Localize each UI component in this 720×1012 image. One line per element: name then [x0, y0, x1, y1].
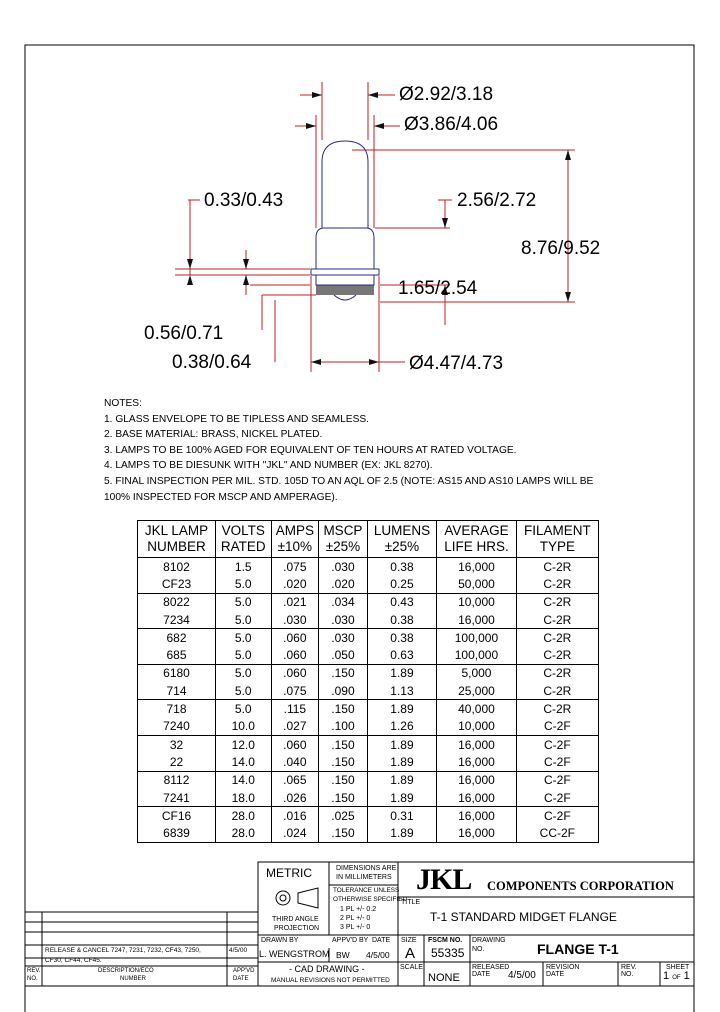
- dim-base-diameter: Ø3.86/4.06: [404, 114, 499, 135]
- note-item: 1. GLASS ENVELOPE TO BE TIPLESS AND SEAMLESS.: [104, 413, 369, 425]
- cell-lamp-number: 7240: [138, 718, 216, 736]
- cell-amps: .030: [271, 611, 319, 629]
- dim-overall-length: 8.76/9.52: [521, 238, 601, 259]
- revision-label: REVISION: [546, 964, 580, 971]
- cell-lamp-number: 6839: [138, 824, 216, 842]
- released-label: RELEASED: [472, 964, 510, 971]
- notes-heading: NOTES:: [104, 398, 142, 409]
- cell-mscp: .030: [319, 611, 368, 629]
- lamp-flange-gap: [316, 275, 374, 285]
- cell-mscp: .090: [319, 682, 368, 700]
- cell-lamp-number: 8112: [138, 771, 216, 789]
- cell-amps: .060: [271, 664, 319, 682]
- cell-volts: 18.0: [216, 789, 272, 807]
- cell-mscp: .150: [319, 735, 368, 753]
- rev-no-label: NO.: [621, 971, 634, 978]
- cell-life-hours: 16,000: [437, 771, 517, 789]
- table-row: [138, 807, 599, 825]
- note-item: 3. LAMPS TO BE 100% AGED FOR EQUIVALENT OF TEN HOURS AT RATED VOLTAGE.: [104, 444, 517, 456]
- cell-lumens: 1.13: [367, 682, 436, 700]
- appvd-by-label: APPV'D BY: [332, 937, 369, 944]
- appvd-header: APP'VD: [233, 968, 255, 974]
- table-row: [138, 611, 599, 629]
- cell-filament: C-2R: [516, 575, 598, 593]
- cell-amps: .027: [271, 718, 319, 736]
- cell-lumens: 0.43: [367, 593, 436, 611]
- table-row: [138, 575, 599, 593]
- cell-volts: 28.0: [216, 807, 272, 825]
- cell-life-hours: 40,000: [437, 700, 517, 718]
- col-filament: FILAMENT TYPE: [516, 521, 598, 558]
- cell-filament: C-2R: [516, 611, 598, 629]
- cell-life-hours: 100,000: [437, 629, 517, 647]
- manual-revisions-note: MANUAL REVISIONS NOT PERMITTED: [271, 977, 390, 984]
- cell-lumens: 0.38: [367, 558, 436, 576]
- dim-envelope-diameter: Ø2.92/3.18: [399, 84, 494, 105]
- cell-filament: C-2F: [516, 753, 598, 771]
- cell-life-hours: 16,000: [437, 753, 517, 771]
- cell-lumens: 1.89: [367, 789, 436, 807]
- cell-life-hours: 10,000: [437, 718, 517, 736]
- drawing-label: DRAWING: [472, 937, 506, 944]
- revision-row-2: CF30, CF44, CF45.: [45, 957, 102, 964]
- cell-lumens: 0.38: [367, 629, 436, 647]
- cell-lumens: 1.89: [367, 824, 436, 842]
- cell-amps: .024: [271, 824, 319, 842]
- cell-lumens: 0.63: [367, 646, 436, 664]
- cell-mscp: .150: [319, 824, 368, 842]
- cell-life-hours: 16,000: [437, 807, 517, 825]
- cell-mscp: .030: [319, 629, 368, 647]
- col-life: AVERAGE LIFE HRS.: [437, 521, 517, 558]
- tolerance-line3: 1 PL +/- 0.2: [340, 906, 377, 913]
- cell-mscp: .150: [319, 700, 368, 718]
- cell-lumens: 1.89: [367, 664, 436, 682]
- cell-lumens: 0.25: [367, 575, 436, 593]
- cell-volts: 5.0: [216, 646, 272, 664]
- drawn-by: L. WENGSTROM: [259, 949, 330, 959]
- dim-lower-height: 1.65/2.54: [398, 278, 478, 299]
- notes-block: [104, 396, 593, 505]
- cell-volts: 1.5: [216, 558, 272, 576]
- description-header: DESCRIPTION/ECO: [98, 968, 154, 974]
- lamp-base-band: [316, 285, 374, 295]
- dim-contact-height: 0.56/0.71: [144, 323, 224, 344]
- fscm-label: FSCM NO.: [428, 937, 463, 944]
- released-date: 4/5/00: [508, 970, 536, 981]
- tolerance-line2: OTHERWISE SPECIFIED: [333, 896, 408, 903]
- no-header: NO.: [27, 976, 38, 982]
- cell-lumens: 1.89: [367, 771, 436, 789]
- col-lumens: LUMENS ±25%: [367, 521, 436, 558]
- drawing-title: T-1 STANDARD MIDGET FLANGE: [430, 910, 617, 924]
- fscm-value: 55335: [431, 946, 465, 960]
- cell-amps: .020: [271, 575, 319, 593]
- company-logo: JKL: [416, 863, 472, 896]
- cell-mscp: .020: [319, 575, 368, 593]
- tolerance-line4: 2 PL +/- 0: [340, 915, 371, 922]
- sheet-label: SHEET: [666, 964, 690, 971]
- cell-filament: C-2F: [516, 807, 598, 825]
- cell-life-hours: 16,000: [437, 558, 517, 576]
- cell-volts: 5.0: [216, 664, 272, 682]
- cell-filament: C-2R: [516, 593, 598, 611]
- table-row: [138, 771, 599, 789]
- revision-row-1-date: 4/5/00: [229, 947, 248, 954]
- table-row: [138, 558, 599, 576]
- drawn-by-label: DRAWN BY: [261, 937, 299, 944]
- cell-volts: 14.0: [216, 753, 272, 771]
- dim-base-height: 2.56/2.72: [457, 190, 537, 211]
- cell-amps: .060: [271, 735, 319, 753]
- cell-lamp-number: CF16: [138, 807, 216, 825]
- size-label: SIZE: [401, 937, 417, 944]
- rev-header: REV.: [27, 968, 41, 974]
- lamp-outline: [311, 141, 379, 300]
- table-row: [138, 629, 599, 647]
- cell-mscp: .030: [319, 558, 368, 576]
- cell-mscp: .150: [319, 789, 368, 807]
- dimension-lines: [175, 82, 575, 372]
- cell-lamp-number: 685: [138, 646, 216, 664]
- cell-lamp-number: 8102: [138, 558, 216, 576]
- cell-life-hours: 100,000: [437, 646, 517, 664]
- dim-flange-thickness: 0.33/0.43: [204, 190, 284, 211]
- dims-note-line2: IN MILLIMETERS: [336, 874, 392, 881]
- cell-lumens: 0.31: [367, 807, 436, 825]
- cell-volts: 5.0: [216, 593, 272, 611]
- title-label: TITLE: [401, 899, 421, 906]
- cell-volts: 5.0: [216, 611, 272, 629]
- cell-filament: C-2R: [516, 558, 598, 576]
- cell-filament: C-2R: [516, 700, 598, 718]
- cell-life-hours: 16,000: [437, 611, 517, 629]
- note-item: 5. FINAL INSPECTION PER MIL. STD. 105D TO AN AQL OF 2.5 (NOTE: AS15 AND AS10 LAMPS WILL BE: [104, 475, 594, 487]
- cell-amps: .060: [271, 646, 319, 664]
- cell-volts: 5.0: [216, 575, 272, 593]
- cell-life-hours: 50,000: [437, 575, 517, 593]
- table-row: [138, 718, 599, 736]
- cell-lamp-number: CF23: [138, 575, 216, 593]
- cell-lamp-number: 682: [138, 629, 216, 647]
- table-row: [138, 753, 599, 771]
- cell-volts: 5.0: [216, 700, 272, 718]
- cell-volts: 12.0: [216, 735, 272, 753]
- date-label: DATE: [372, 937, 391, 944]
- cell-filament: C-2R: [516, 629, 598, 647]
- cell-lamp-number: 7241: [138, 789, 216, 807]
- note-item: 4. LAMPS TO BE DIESUNK WITH "JKL" AND NUMBER (EX: JKL 8270).: [104, 460, 433, 472]
- metric-label: METRIC: [266, 866, 312, 880]
- appvd-by: BW: [336, 950, 350, 960]
- cad-drawing-note: - CAD DRAWING -: [289, 964, 365, 974]
- cell-life-hours: 16,000: [437, 735, 517, 753]
- cell-lamp-number: 718: [138, 700, 216, 718]
- col-lamp-number: JKL LAMP NUMBER: [138, 521, 216, 558]
- cell-lumens: 1.26: [367, 718, 436, 736]
- table-row: [138, 700, 599, 718]
- cell-amps: .075: [271, 558, 319, 576]
- company-name: COMPONENTS CORPORATION: [487, 879, 674, 893]
- cell-lumens: 0.38: [367, 611, 436, 629]
- cell-amps: .115: [271, 700, 319, 718]
- cell-lamp-number: 6180: [138, 664, 216, 682]
- cell-volts: 28.0: [216, 824, 272, 842]
- tolerance-line5: 3 PL +/- 0: [340, 924, 371, 931]
- cell-filament: C-2R: [516, 646, 598, 664]
- cell-lumens: 1.89: [367, 753, 436, 771]
- cell-amps: .060: [271, 629, 319, 647]
- cell-mscp: .050: [319, 646, 368, 664]
- table-row: [138, 735, 599, 753]
- table-row: [138, 646, 599, 664]
- dim-flange-diameter: Ø4.47/4.73: [409, 353, 504, 374]
- number-header: NUMBER: [120, 976, 147, 982]
- cell-amps: .075: [271, 682, 319, 700]
- cell-amps: .065: [271, 771, 319, 789]
- cell-amps: .016: [271, 807, 319, 825]
- rev-label: REV.: [621, 964, 637, 971]
- sheet-number: 1 OF 1: [663, 970, 690, 982]
- cell-filament: C-2R: [516, 664, 598, 682]
- cell-lumens: 1.89: [367, 735, 436, 753]
- cell-volts: 14.0: [216, 771, 272, 789]
- cell-life-hours: 16,000: [437, 824, 517, 842]
- table-row: [138, 664, 599, 682]
- table-header-row: [138, 521, 599, 558]
- col-volts: VOLTS RATED: [216, 521, 272, 558]
- dims-note-line1: DIMENSIONS ARE: [336, 865, 397, 872]
- cell-lamp-number: 32: [138, 735, 216, 753]
- cell-filament: CC-2F: [516, 824, 598, 842]
- date-header: DATE: [233, 976, 249, 982]
- cell-volts: 5.0: [216, 629, 272, 647]
- cell-mscp: .150: [319, 771, 368, 789]
- cell-filament: C-2F: [516, 718, 598, 736]
- cell-filament: C-2F: [516, 735, 598, 753]
- col-mscp: MSCP ±25%: [319, 521, 368, 558]
- tolerance-line1: TOLERANCE UNLESS: [333, 887, 400, 894]
- cell-lamp-number: 8022: [138, 593, 216, 611]
- scale-value: NONE: [428, 972, 460, 984]
- projection-symbol-icon: [276, 888, 318, 908]
- cell-lamp-number: 7234: [138, 611, 216, 629]
- drawing-no-label: NO.: [472, 946, 485, 953]
- note-item: 2. BASE MATERIAL: BRASS, NICKEL PLATED.: [104, 429, 323, 441]
- cell-amps: .021: [271, 593, 319, 611]
- cell-mscp: .150: [319, 664, 368, 682]
- size-value: A: [405, 945, 416, 962]
- dim-contact-offset: 0.38/0.64: [172, 352, 252, 373]
- cell-mscp: .034: [319, 593, 368, 611]
- cell-amps: .026: [271, 789, 319, 807]
- cell-amps: .040: [271, 753, 319, 771]
- cell-mscp: .025: [319, 807, 368, 825]
- revision-date-label: DATE: [546, 971, 565, 978]
- appvd-date: 4/5/00: [366, 950, 390, 960]
- cell-life-hours: 5,000: [437, 664, 517, 682]
- table-row: [138, 593, 599, 611]
- table-body: [138, 558, 599, 843]
- lamp-specs-table: [137, 520, 599, 843]
- cell-lamp-number: 714: [138, 682, 216, 700]
- cell-volts: 5.0: [216, 682, 272, 700]
- cell-filament: C-2F: [516, 789, 598, 807]
- cell-filament: C-2F: [516, 771, 598, 789]
- table-row: [138, 824, 599, 842]
- cell-mscp: .100: [319, 718, 368, 736]
- cell-life-hours: 25,000: [437, 682, 517, 700]
- cell-life-hours: 16,000: [437, 789, 517, 807]
- table-row: [138, 682, 599, 700]
- revision-row-1: RELEASE & CANCEL 7247, 7231, 7232, CF43, 7250,: [45, 947, 201, 954]
- cell-life-hours: 10,000: [437, 593, 517, 611]
- cell-filament: C-2R: [516, 682, 598, 700]
- cell-mscp: .150: [319, 753, 368, 771]
- projection-line2: PROJECTION: [274, 925, 320, 932]
- released-date-label: DATE: [472, 971, 491, 978]
- cell-lamp-number: 22: [138, 753, 216, 771]
- note-item: 100% INSPECTED FOR MSCP AND AMPERAGE).: [104, 491, 338, 503]
- table-row: [138, 789, 599, 807]
- drawing-number: FLANGE T-1: [537, 941, 619, 957]
- projection-line1: THIRD ANGLE: [272, 916, 319, 923]
- col-amps: AMPS ±10%: [271, 521, 319, 558]
- cell-volts: 10.0: [216, 718, 272, 736]
- scale-label: SCALE: [400, 964, 423, 971]
- cell-lumens: 1.89: [367, 700, 436, 718]
